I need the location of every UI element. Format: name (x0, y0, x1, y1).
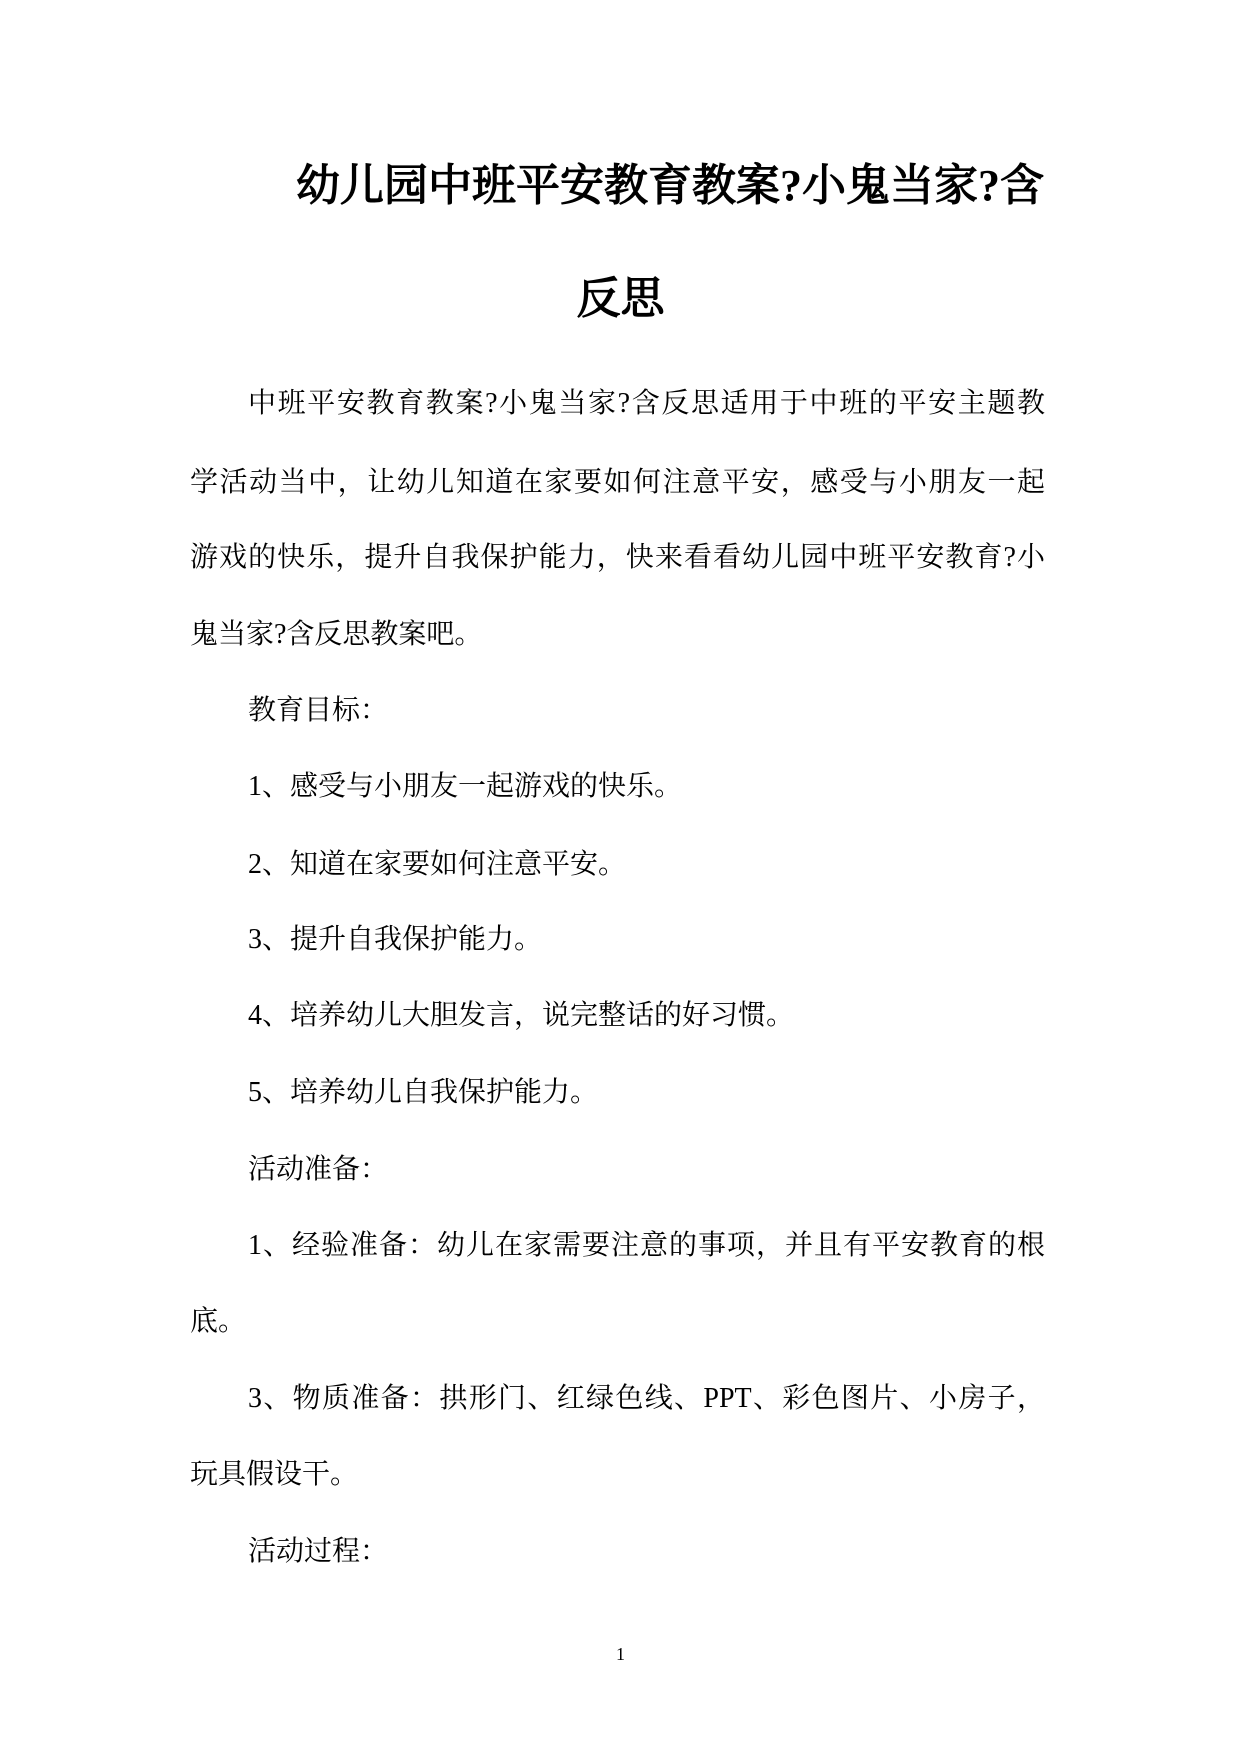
paragraph-line: 学活动当中，让幼儿知道在家要如何注意平安，感受与小朋友一起 (190, 467, 1045, 498)
prep-heading: 活动准备： (248, 1154, 389, 1185)
list-item: 3、提升自我保护能力。 (248, 924, 543, 955)
list-item: 4、培养幼儿大胆发言，说完整话的好习惯。 (248, 1000, 795, 1031)
list-item-continuation: 底。 (190, 1306, 247, 1337)
list-item: 1、感受与小朋友一起游戏的快乐。 (248, 771, 683, 802)
goals-heading: 教育目标： (248, 695, 389, 726)
paragraph-line: 中班平安教育教案?小鬼当家?含反思适用于中班的平安主题教 (248, 388, 1045, 419)
title-line-1: 幼儿园中班平安教育教案?小鬼当家?含 (296, 161, 1044, 210)
list-item: 2、知道在家要如何注意平安。 (248, 849, 627, 880)
list-item-continuation: 玩具假设干。 (190, 1459, 359, 1490)
list-item: 5、培养幼儿自我保护能力。 (248, 1077, 599, 1108)
paragraph-line: 游戏的快乐，提升自我保护能力，快来看看幼儿园中班平安教育?小 (190, 542, 1045, 573)
list-item: 3、物质准备：拱形门、红绿色线、PPT、彩色图片、小房子， (248, 1383, 1045, 1414)
page-number: 1 (616, 1644, 625, 1664)
process-heading: 活动过程： (248, 1536, 389, 1567)
title-line-2: 反思 (576, 274, 665, 323)
paragraph-line: 鬼当家?含反思教案吧。 (190, 619, 483, 650)
list-item: 1、经验准备：幼儿在家需要注意的事项，并且有平安教育的根 (248, 1230, 1045, 1261)
